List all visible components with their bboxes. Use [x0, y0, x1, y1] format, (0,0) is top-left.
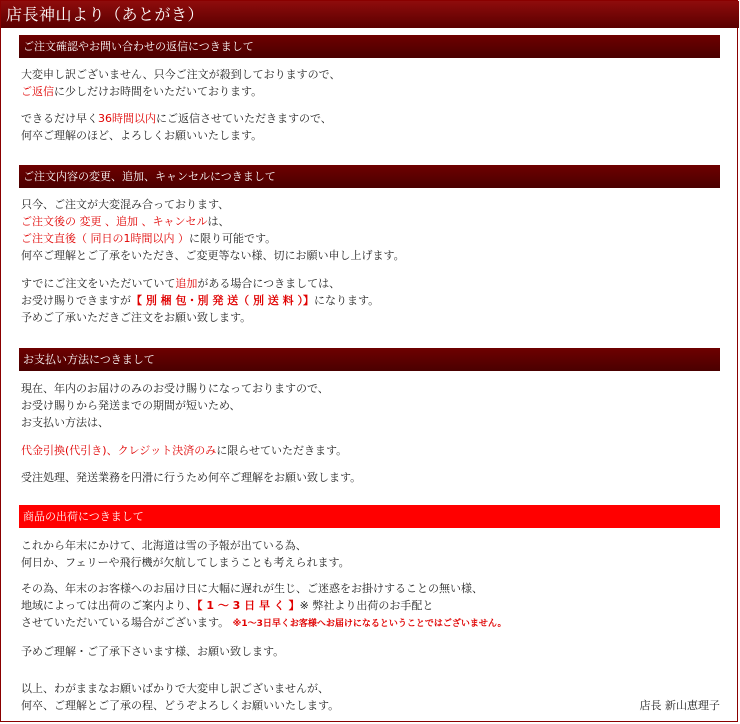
text-line: 予めご了承いただきご注文をお願い致します。 [21, 311, 252, 324]
text-line: 何日か、フェリーや飛行機が欠航してしまうことも考えられます。 [21, 556, 350, 569]
highlight-change-add-cancel: ご注文後の 変更 、追加 、キャンセル [21, 215, 208, 228]
text-line: に限らせていただきます。 [216, 444, 348, 457]
signature: 店長 新山恵理子 [639, 699, 720, 712]
text-line: できるだけ早く [21, 112, 98, 125]
highlight-separate-shipping: 【 別 梱 包・別 発 送（ 別 送 料 ）】 [131, 294, 314, 307]
closing-paragraph [21, 680, 339, 714]
text-line: にご返信させていただきますので、 [156, 112, 332, 125]
text-line: は、 [207, 215, 230, 228]
text-line: お受け賜りできますが [21, 294, 131, 307]
section-header-order-changes: ご注文内容の変更、追加、キャンセルにつきまして [19, 165, 720, 188]
text-line: 受注処理、発送業務を円滑に行うため何卒ご理解をお願い致します。 [21, 471, 362, 484]
reply-paragraph-1 [21, 66, 340, 100]
text-line: に限り可能です。 [189, 232, 277, 245]
section-header-payment: お支払い方法につきまして [19, 348, 720, 371]
text-line: 何卒、ご理解とご了承の程、どうぞよろしくお願いいたします。 [21, 699, 340, 712]
text-line: 現在、年内のお届けのみのお受け賜りになっておりますので、 [21, 382, 329, 395]
text-line: お支払い方法は、 [21, 416, 109, 429]
text-line: 以上、わがままなお願いばかりで大変申し訳ございませんが、 [21, 682, 329, 695]
section-header-reply: ご注文確認やお問い合わせの返信につきまして [19, 35, 720, 58]
text-line: 只今、ご注文が大変混み合っております、 [21, 198, 230, 211]
text-line: 予めご理解・ご了承下さいます様、お願い致します。 [21, 645, 285, 658]
text-line: 何卒ご理解のほど、よろしくお願いいたします。 [21, 129, 263, 142]
order-changes-paragraph-2 [21, 275, 379, 326]
highlight-within-1-hour: ご注文直後（ 同日の1時間以内 ） [21, 232, 189, 245]
section-header-shipping: 商品の出荷につきまして [19, 505, 720, 528]
payment-paragraph-3 [21, 469, 361, 486]
order-changes-paragraph-1 [21, 196, 405, 264]
text-line: がある場合につきましては、 [197, 277, 341, 290]
text-line: これから年末にかけて、北海道は雪の予報が出ている為、 [21, 539, 307, 552]
text-line: に少しだけお時間をいただいております。 [54, 85, 263, 98]
shipping-paragraph-3 [21, 643, 284, 660]
payment-paragraph-2 [21, 442, 347, 459]
note-not-early-delivery: ※1～3日早くお客様へお届けになるということではございません。 [232, 619, 507, 629]
highlight-reply: ご返信 [21, 85, 54, 98]
text-line: 地域によっては出荷のご案内より、 [21, 599, 197, 612]
reply-paragraph-2 [21, 110, 332, 144]
text-line: お受け賜りから発送までの期間が短いため、 [21, 399, 241, 412]
text-line: 何卒ご理解とご了承をいただき、ご変更等ない様、切にお願い申し上げます。 [21, 249, 405, 262]
shipping-paragraph-1 [21, 537, 350, 571]
text-line: になります。 [313, 294, 380, 307]
text-line: させていただいている場合がございます。 [21, 616, 230, 629]
highlight-1-3-days-early: 【 1 ～ 3 日 早 く 】 [197, 599, 300, 612]
shipping-paragraph-2 [21, 580, 506, 631]
text-line: ※ 弊社より出荷のお手配と [299, 599, 434, 612]
text-line: その為、年末のお客様へのお届け日に大幅に遅れが生じ、ご迷惑をお掛けすることの無い様、 [21, 582, 483, 595]
text-line: 大変申し訳ございません、只今ご注文が殺到しておりますので、 [21, 68, 341, 81]
text-line: すでにご注文をいただいていて [21, 277, 176, 290]
payment-paragraph-1 [21, 380, 329, 431]
highlight-payment-methods: 代金引換(代引き)、クレジット決済のみ [21, 444, 217, 457]
highlight-addition: 追加 [175, 277, 198, 290]
page-title: 店長神山より（あとがき） [1, 1, 739, 28]
highlight-36-hours: 36時間以内 [98, 112, 156, 125]
